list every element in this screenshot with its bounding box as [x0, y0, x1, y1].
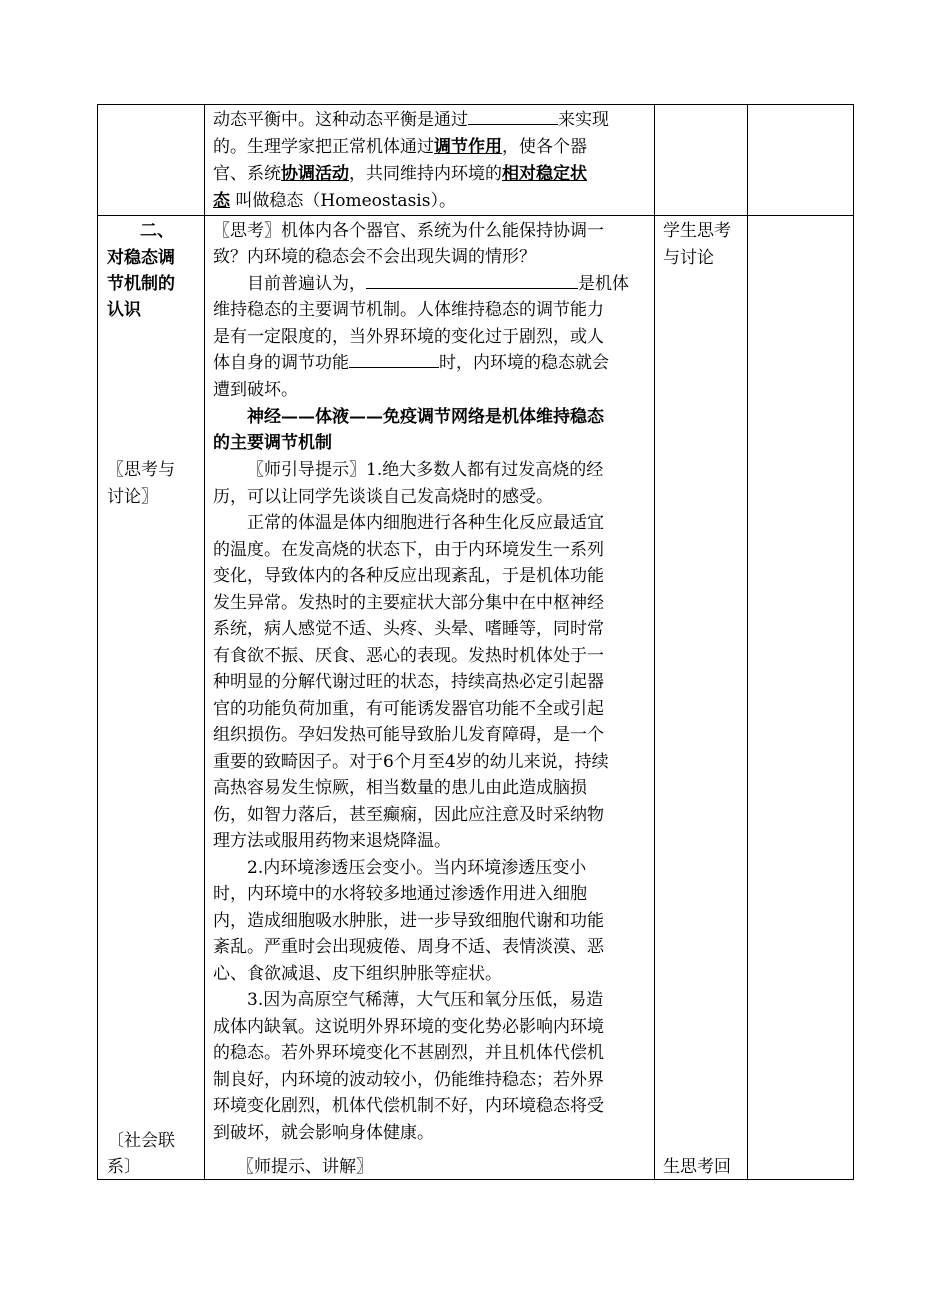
- paragraph-line: 维持稳态的主要调节机制。人体维持稳态的调节能力: [213, 300, 604, 320]
- paragraph-line: 〖思考〗机体内各个器官、系统为什么能保持协调一: [213, 221, 604, 241]
- row1-line-2: 的。生理学家把正常机体通过调节作用，使各个器: [213, 137, 587, 157]
- paragraph-line: 3.因为高原空气稀薄，大气压和氧分压低，易造: [247, 990, 604, 1010]
- paragraph-line: 时，内环境中的水将较多地通过渗透作用进入细胞: [213, 884, 587, 904]
- row-divider: [97, 215, 854, 216]
- paragraph-line: 发生异常。发热时的主要症状大部分集中在中枢神经: [213, 593, 604, 613]
- paragraph-line: 的温度。在发高烧的状态下，由于内环境发生一系列: [213, 540, 604, 560]
- activity-note-2: 与讨论: [663, 248, 714, 268]
- row1-line-1: 动态平衡中。这种动态平衡是通过 来实现: [213, 107, 609, 134]
- paragraph-line: 重要的致畸因子。对于6个月至4岁的幼儿来说，持续: [213, 752, 609, 772]
- paragraph-line: 致？内环境的稳态会不会出现失调的情形？: [213, 247, 536, 267]
- paragraph-line: 有食欲不振、厌食、恶心的表现。发热时机体处于一: [213, 646, 604, 666]
- answer-stable-state: 相对稳定状: [502, 164, 587, 184]
- social-link-label-2: 系〕: [107, 1157, 141, 1177]
- section-title-2: 节机制的: [107, 274, 175, 294]
- column-divider-2: [654, 104, 655, 1180]
- paragraph-line: 高热容易发生惊厥，相当数量的患儿由此造成脑损: [213, 778, 587, 798]
- paragraph-line: 成体内缺氧。这说明外界环境的变化势必影响内环境: [213, 1017, 604, 1037]
- paragraph-line: 组织损伤。孕妇发热可能导致胎儿发育障碍，是一个: [213, 725, 604, 745]
- paragraph-line: 内，造成细胞吸水肿胀，进一步导致细胞代谢和功能: [213, 911, 604, 931]
- section-number: 二、: [140, 221, 174, 241]
- paragraph-line: 体自身的调节功能 时，内环境的稳态就会: [213, 350, 609, 377]
- bold-heading-line: 的主要调节机制: [213, 433, 332, 453]
- row1-line-3: 官、系统协调活动，共同维持内环境的相对稳定状: [213, 164, 587, 184]
- table-border-top: [97, 104, 854, 105]
- bold-heading-line: 神经——体液——免疫调节网络是机体维持稳态: [247, 407, 604, 427]
- paragraph-line: 紊乱。严重时会出现疲倦、周身不适、表情淡漠、恶: [213, 937, 604, 957]
- fill-blank: [366, 271, 578, 289]
- paragraph-line: 理方法或服用药物来退烧降温。: [213, 831, 451, 851]
- column-divider-3: [747, 104, 748, 1180]
- paragraph-line: 目前普遍认为， 是机体: [213, 271, 629, 298]
- row1-line-4: 态 叫做稳态（Homeostasis）。: [213, 191, 456, 211]
- paragraph-line: 〖师提示、讲解〗: [237, 1157, 373, 1177]
- section-title-1: 对稳态调: [107, 248, 175, 268]
- table-border-bottom: [97, 1179, 854, 1180]
- table-border-right: [853, 104, 854, 1180]
- paragraph-line: 到破坏，就会影响身体健康。: [213, 1123, 434, 1143]
- paragraph-line: 历，可以让同学先谈谈自己发高烧时的感受。: [213, 487, 553, 507]
- paragraph-line: 伤，如智力落后，甚至癫痫，因此应注意及时采纳物: [213, 805, 604, 825]
- paragraph-line: 遭到破坏。: [213, 380, 298, 400]
- paragraph-line: 〖师引导提示〗1.绝大多数人都有过发高烧的经: [247, 460, 604, 480]
- fill-blank: [349, 350, 439, 368]
- activity-note-1: 学生思考: [663, 221, 731, 241]
- paragraph-line: 2.内环境渗透压会变小。当内环境渗透压变小: [247, 858, 587, 878]
- fill-blank: [468, 107, 558, 125]
- paragraph-line: 是有一定限度的，当外界环境的变化过于剧烈，或人: [213, 327, 604, 347]
- think-discuss-label-1: 〖思考与: [107, 460, 175, 480]
- paragraph-line: 环境变化剧烈，机体代偿机制不好，内环境稳态将受: [213, 1096, 604, 1116]
- table-border-left: [97, 104, 98, 1180]
- paragraph-line: 正常的体温是体内细胞进行各种生化反应最适宜: [247, 513, 604, 533]
- paragraph-line: 变化，导致体内的各种反应出现紊乱，于是机体功能: [213, 566, 604, 586]
- lesson-table: [97, 104, 854, 1180]
- paragraph-line: 系统，病人感觉不适、头疼、头晕、嗜睡等，同时常: [213, 619, 604, 639]
- paragraph-line: 的稳态。若外界环境变化不甚剧烈，并且机体代偿机: [213, 1043, 604, 1063]
- activity-note-3: 生思考回: [663, 1157, 731, 1177]
- think-discuss-label-2: 讨论〗: [107, 487, 158, 507]
- section-title-3: 认识: [107, 300, 141, 320]
- column-divider-1: [204, 104, 205, 1180]
- paragraph-line: 心、食欲减退、皮下组织肿胀等症状。: [213, 964, 502, 984]
- paragraph-line: 制良好，内环境的波动较小，仍能维持稳态；若外界: [213, 1070, 604, 1090]
- answer-regulation: 调节作用: [434, 137, 502, 157]
- paragraph-line: 种明显的分解代谢过旺的状态，持续高热必定引起器: [213, 672, 604, 692]
- answer-coordination: 协调活动: [281, 164, 349, 184]
- paragraph-line: 官的功能负荷加重，有可能诱发器官功能不全或引起: [213, 699, 604, 719]
- social-link-label-1: 〔社会联: [107, 1131, 175, 1151]
